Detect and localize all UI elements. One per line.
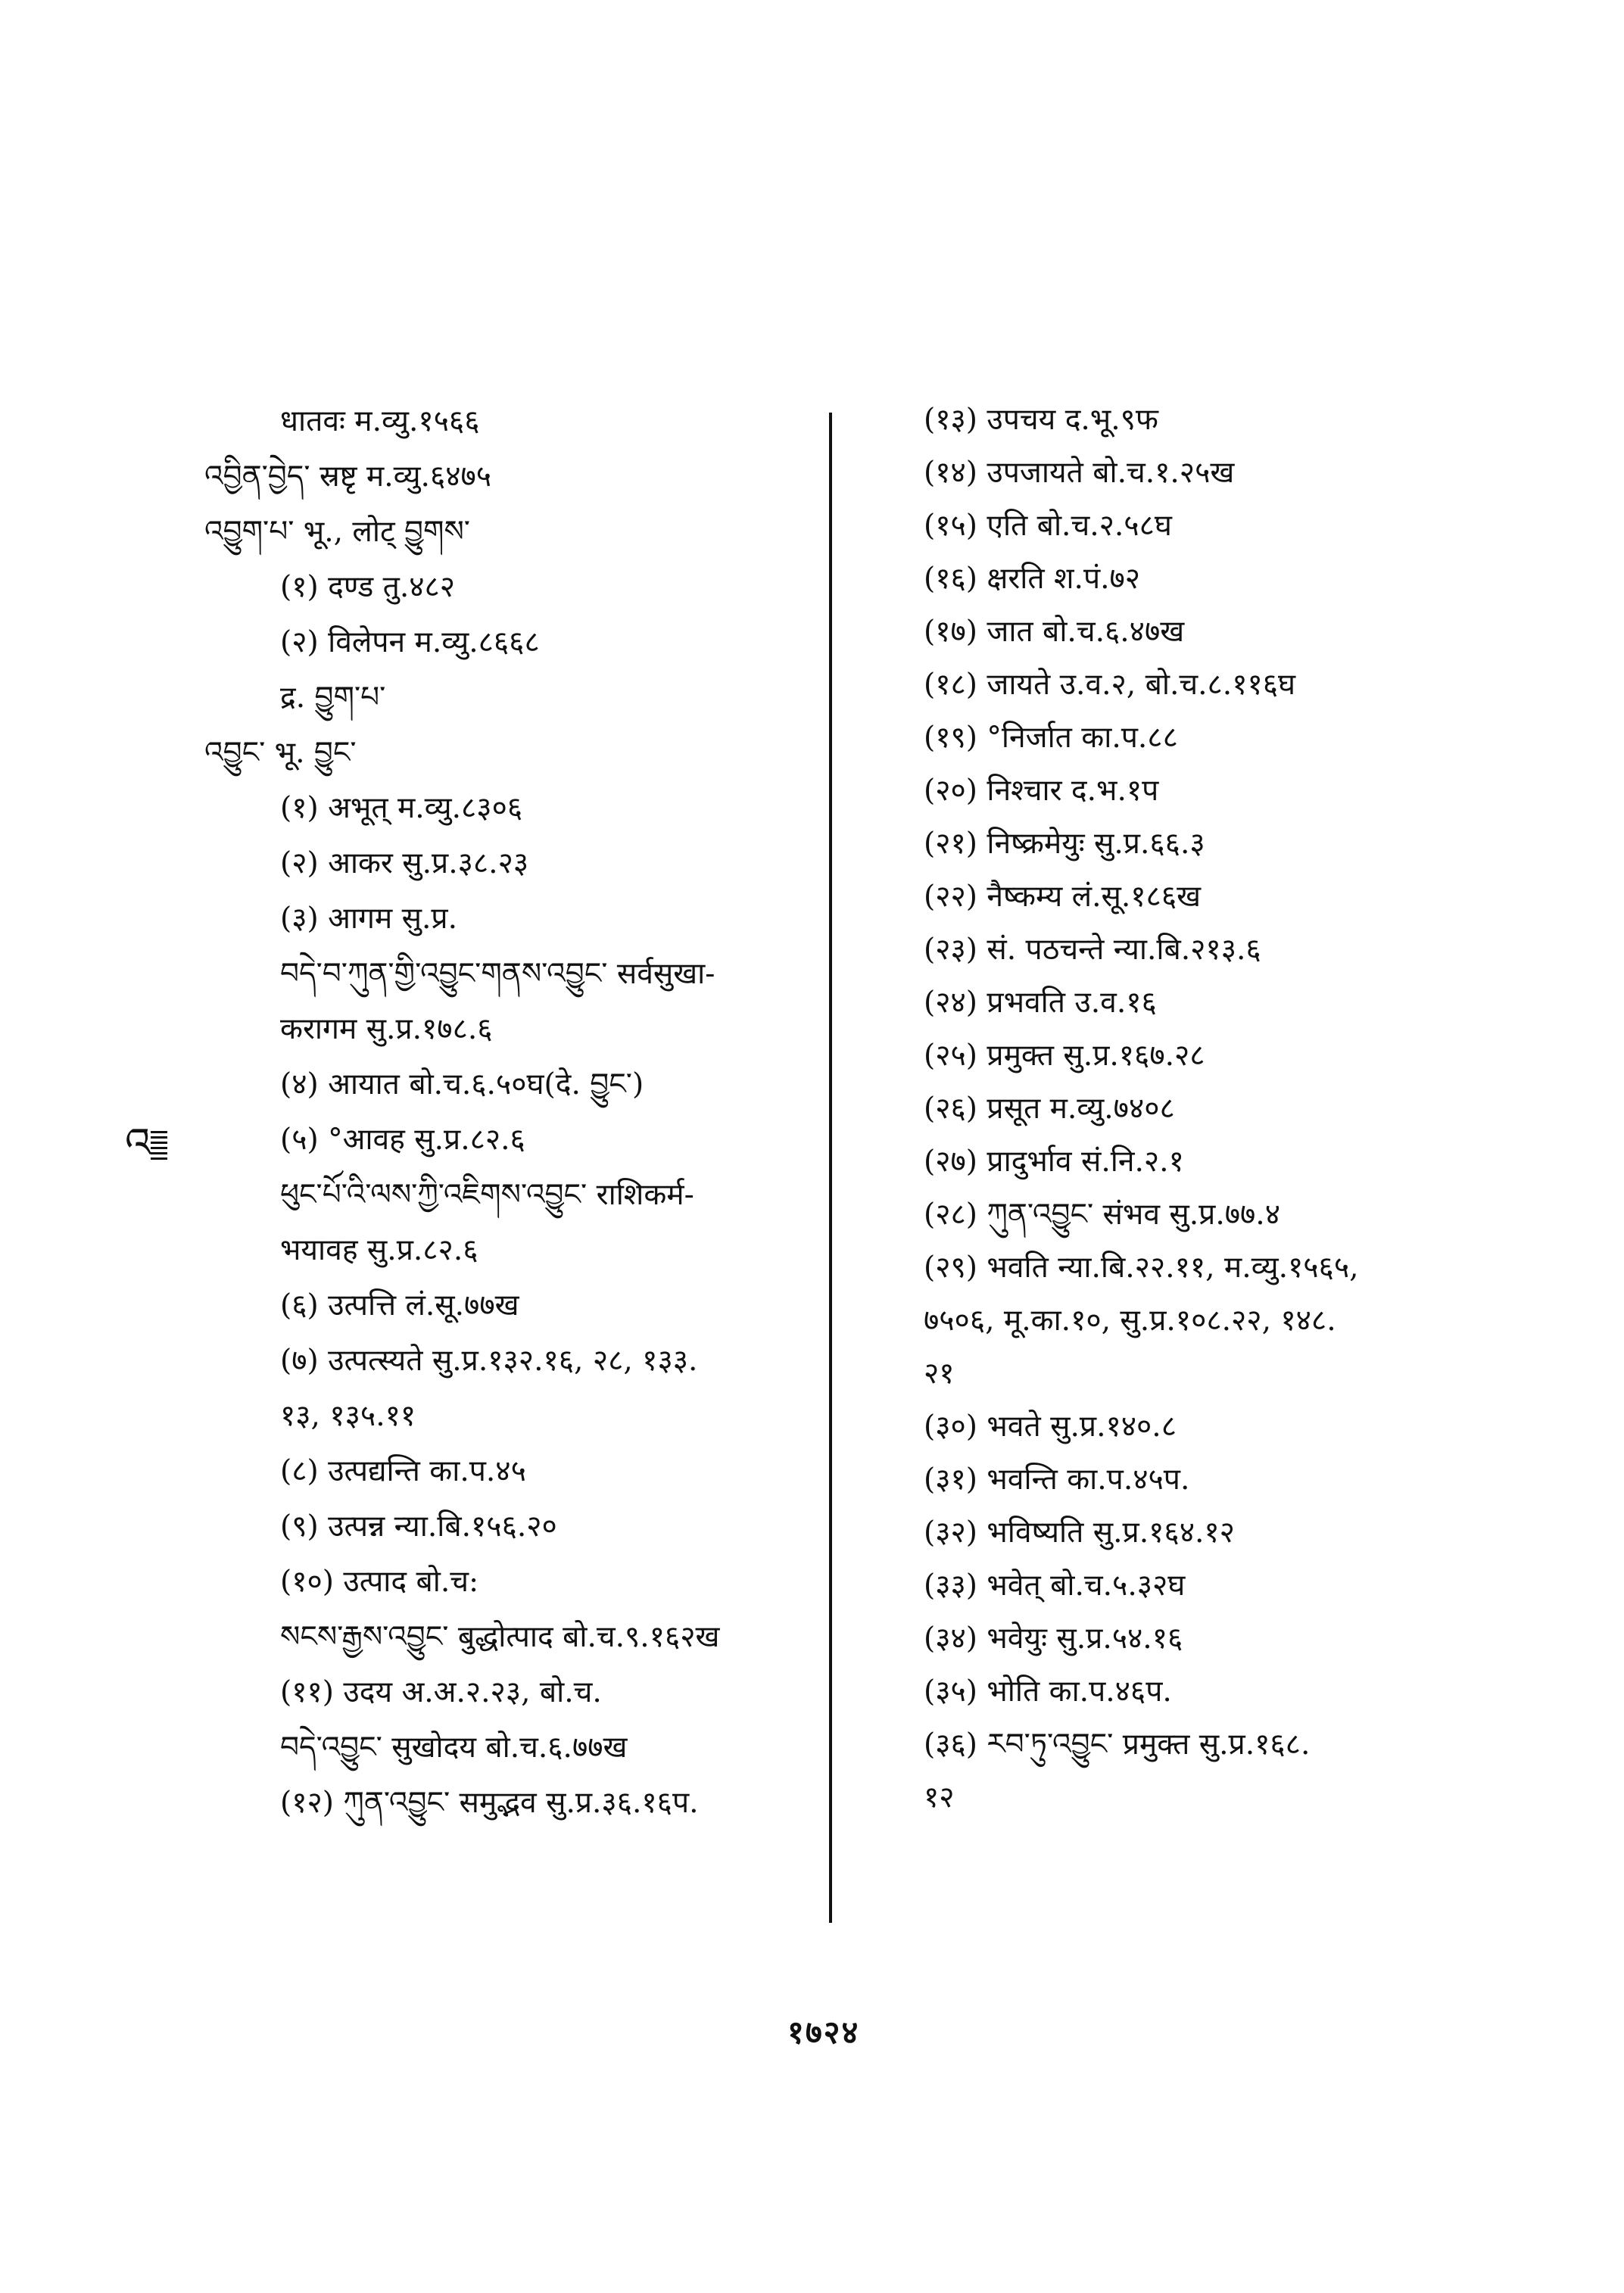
entry-line: भयावह सु.प्र.८२.६ — [280, 1233, 478, 1267]
entry-line: (१४) उपजायते बो.च.१.२५ख — [924, 456, 1235, 490]
margin-section-mark — [125, 1120, 167, 1166]
entry-line: ཕུང་པོ་འི་ལས་ཀྱི་འཇིགས་འབྱུང་ राशिकर्म- — [280, 1178, 694, 1212]
entry-line: २१ — [924, 1357, 955, 1391]
entry-line: བདེ་བ་ཀུན་གྱི་འབྱུང་གནས་འབྱུང་ सर्वसुखा- — [280, 957, 715, 991]
entry-line: (१३) उपचय द.भू.९फ — [924, 403, 1158, 437]
entry-line: (२०) निश्चार द.भ.१प — [924, 774, 1159, 808]
entry-line: (१९) °निर्जात का.प.८८ — [924, 721, 1178, 755]
entry-line: (१८) जायते उ.व.२, बो.च.८.११६घ — [924, 668, 1296, 702]
entry-line: (२) विलेपन म.व्यु.८६६८ — [280, 625, 540, 659]
entry-line: (३४) भवेयुः सु.प्र.५४.१६ — [924, 1622, 1183, 1656]
entry-line: (२७) प्रादुर्भाव सं.नि.२.१ — [924, 1145, 1184, 1179]
entry-line: (५) °आवह सु.प्र.८२.६ — [280, 1123, 525, 1157]
entry-line: བདེ་འབྱུང་ सुखोदय बो.च.६.७७ख — [280, 1731, 628, 1765]
entry-line: (१७) जात बो.च.६.४७ख — [924, 615, 1185, 649]
headword-line: འབྱིན་བྱེད་ स्रष्टृ म.व्यु.६४७५ — [204, 460, 492, 494]
column-divider — [829, 413, 832, 1923]
entry-line: (३६) རབ་ཏུ་འབྱུང་ प्रमुक्त सु.प्र.१६८. — [924, 1728, 1311, 1762]
entry-line: द्र. བྱུག་པ་ — [280, 681, 386, 715]
entry-line: (२२) नैष्कम्य लं.सू.१८६ख — [924, 880, 1202, 914]
right-column — [924, 394, 1499, 1824]
entry-line: (३२) भविष्यति सु.प्र.१६४.१२ — [924, 1516, 1235, 1550]
entry-line: (२५) प्रमुक्त सु.प्र.१६७.२८ — [924, 1039, 1205, 1073]
entry-line: (११) उदय अ.अ.२.२३, बो.च. — [280, 1675, 602, 1709]
entry-line: (३०) भवते सु.प्र.१४०.८ — [924, 1410, 1177, 1444]
left-column — [197, 394, 825, 1830]
entry-line: (२१) निष्क्रमेयुः सु.प्र.६६.३ — [924, 827, 1205, 861]
entry-line: (३५) भोति का.प.४६प. — [924, 1675, 1172, 1709]
entry-line: (६) उत्पत्ति लं.सू.७७ख — [280, 1288, 519, 1323]
entry-line: སངས་རྒྱས་འབྱུང་ बुद्धोत्पाद बो.च.९.१६२ख — [280, 1620, 720, 1654]
entry-line: (३३) भवेत् बो.च.५.३२घ — [924, 1569, 1186, 1603]
entry-line: (१) अभूत् म.व्यु.८३०६ — [280, 791, 523, 825]
entry-line: १३, १३५.११ — [280, 1399, 416, 1433]
headword-line: འབྱུང་ भू. བྱུང་ — [204, 736, 357, 770]
page-number: १७२४ — [787, 2014, 860, 2051]
entry-line: (२३) सं. पठचन्ते न्या.बि.२१३.६ — [924, 933, 1261, 967]
entry-line: (२८) ཀུན་འབྱུང་ संभव सु.प्र.७७.४ — [924, 1198, 1280, 1232]
margin-stripes-icon — [151, 1131, 167, 1161]
entry-line: (८) उत्पद्यन्ति का.प.४५ — [280, 1454, 526, 1488]
entry-line: (१६) क्षरति श.पं.७२ — [924, 562, 1141, 596]
entry-line: १२ — [924, 1781, 955, 1815]
entry-line: (९) उत्पन्न न्या.बि.१५६.२० — [280, 1509, 557, 1544]
entry-line: करागम सु.प्र.१७८.६ — [280, 1012, 493, 1046]
entry-line: (३१) भवन्ति का.प.४५प. — [924, 1463, 1190, 1497]
entry-line: (७) उत्पत्स्यते सु.प्र.१३२.१६, २८, १३३. — [280, 1344, 698, 1378]
entry-line: (२६) प्रसूत म.व्यु.७४०८ — [924, 1092, 1175, 1126]
margin-letter: འ — [125, 1119, 147, 1167]
entry-line: (१२) ཀུན་འབྱུང་ समुद्भव सु.प्र.३६.१६प. — [280, 1786, 699, 1820]
entry-line: (२४) प्रभवति उ.व.१६ — [924, 986, 1157, 1020]
entry-line: (३) आगम सु.प्र. — [280, 902, 457, 936]
entry-line: (१०) उत्पाद बो.च: — [280, 1565, 479, 1599]
entry-line: ७५०६, मू.का.१०, सु.प्र.१०८.२२, १४८. — [924, 1304, 1336, 1338]
entry-line: (२९) भवति न्या.बि.२२.११, म.व्यु.१५६५, — [924, 1251, 1359, 1285]
entry-line: (१५) एति बो.च.२.५८घ — [924, 509, 1172, 543]
headword-line: འབྱུག་པ་ भू., लोट् བྱུགས་ — [204, 515, 470, 549]
entry-line: (१) दण्ड तु.४८२ — [280, 570, 456, 604]
entry-line: (४) आयात बो.च.६.५०घ(दे. བྱུང་) — [280, 1067, 644, 1101]
entry-line: धातवः म.व्यु.१५६६ — [280, 404, 480, 438]
entry-line: (२) आकर सु.प्र.३८.२३ — [280, 846, 529, 880]
